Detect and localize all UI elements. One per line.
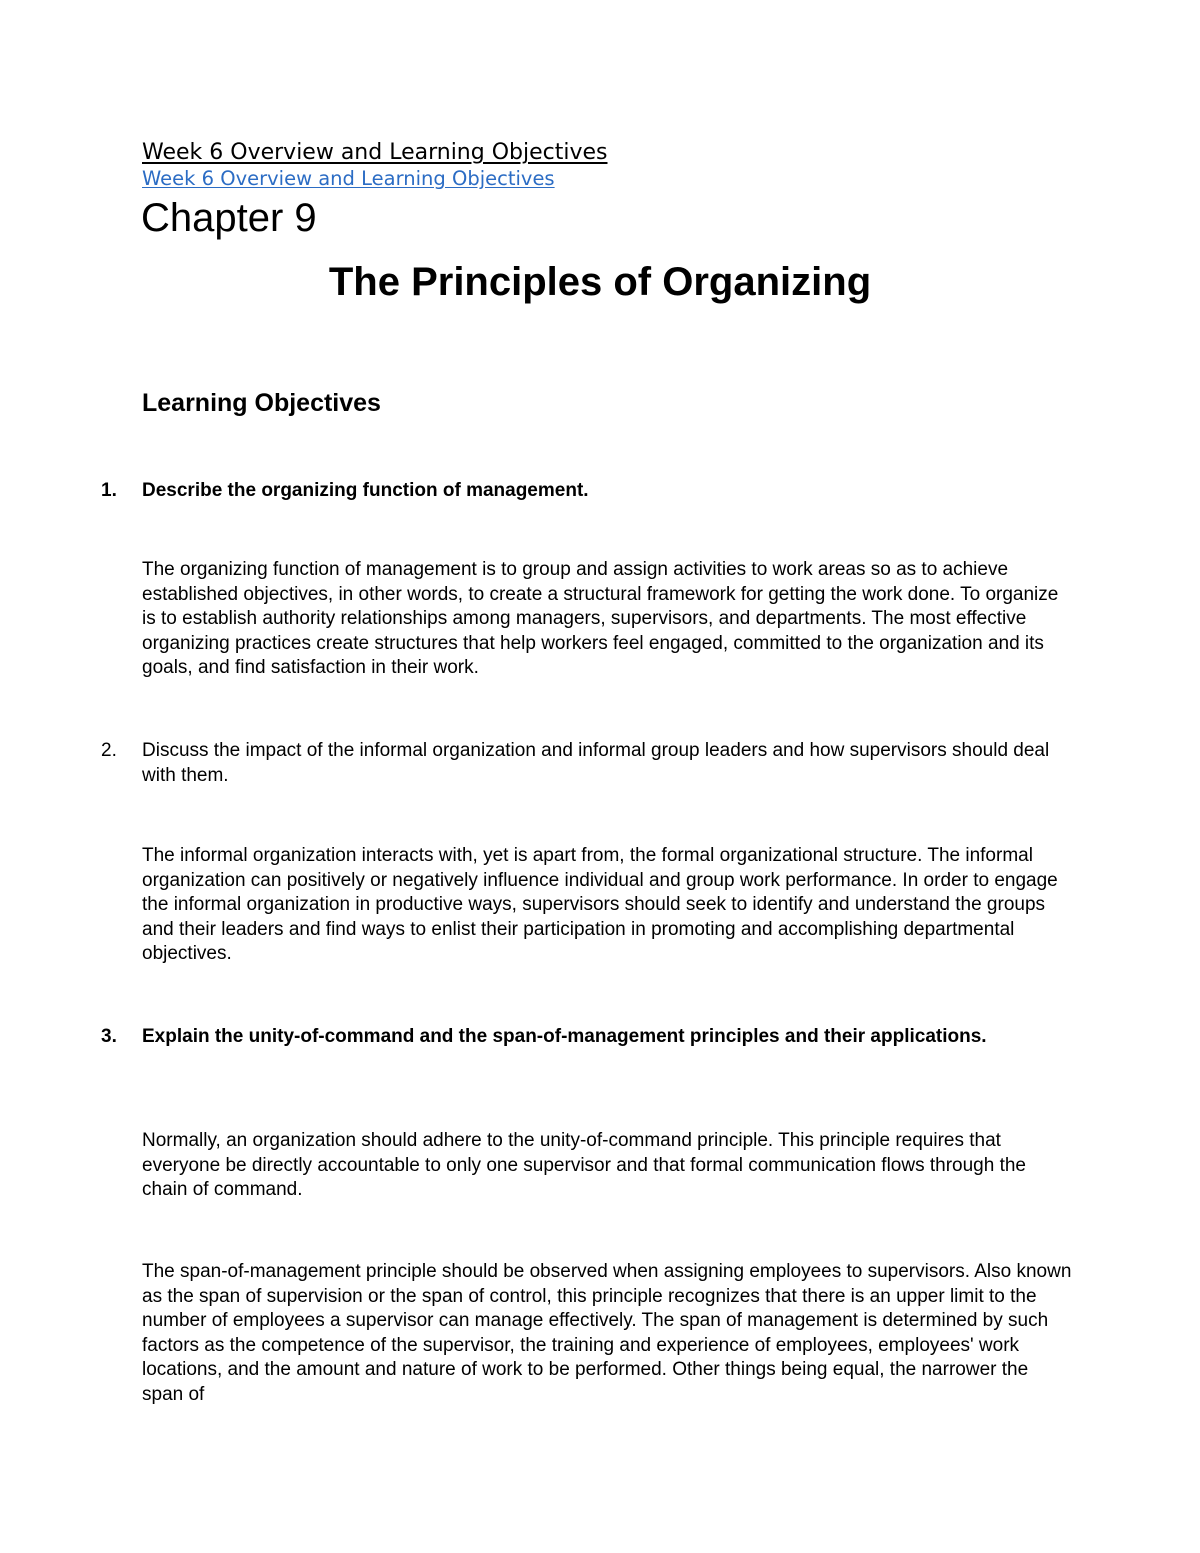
objective-1-paragraph: The organizing function of management is to group and assign activities to work areas so as to achieve established objectives, in other words, to create a structural framework for getting the work done. To organize is to establish authority relationships among managers, supervisors, and departments. The most effective organizing practices create structures that help workers feel engaged, committed to the organization and its goals, and find satisfaction in their work. xyxy=(142,559,1059,679)
chapter-title: The Principles of Organizing xyxy=(328,260,872,304)
objective-1-title: Describe the organizing function of management. xyxy=(142,480,589,501)
learning-objectives-heading: Learning Objectives xyxy=(142,389,381,417)
week-overview-heading[interactable]: Week 6 Overview and Learning Objectives xyxy=(142,140,608,165)
week-overview-link[interactable]: Week 6 Overview and Learning Objectives xyxy=(142,167,555,190)
objective-2-number: 2. xyxy=(101,740,117,761)
objective-3-number: 3. xyxy=(101,1026,117,1047)
objective-3-paragraph-1: Normally, an organization should adhere to the unity-of-command principle. This principle requires that everyone be directly accountable to only one supervisor and that formal communication flows through the chain of command. xyxy=(142,1130,1026,1201)
objective-3-paragraph-2: The span-of-management principle should be observed when assigning employees to supervisors. Also known as the span of supervision or the span of control, this principle recognizes that there is an upper limit to the number of employees a supervisor can manage effectively. The span of management is determined by such factors as the competence of the supervisor, the training and experience of employees, employees' work locations, and the amount and nature of work to be performed. Other things being equal, the narrower the span of xyxy=(142,1261,1072,1405)
chapter-label: Chapter 9 xyxy=(141,196,317,240)
objective-3-title: Explain the unity-of-command and the span-of-management principles and their applications. xyxy=(142,1026,987,1047)
objective-2-paragraph: The informal organization interacts with, yet is apart from, the formal organizational structure. The informal organization can positively or negatively influence individual and group work performance. In order to engage the informal organization in productive ways, supervisors should seek to identify and understand the groups and their leaders and find ways to enlist their participation in promoting and accomplishing departmental objectives. xyxy=(142,845,1058,965)
objective-2-title: Discuss the impact of the informal organization and informal group leaders and how supervisors should deal with them. xyxy=(142,740,1050,786)
objective-1-number: 1. xyxy=(101,480,117,501)
